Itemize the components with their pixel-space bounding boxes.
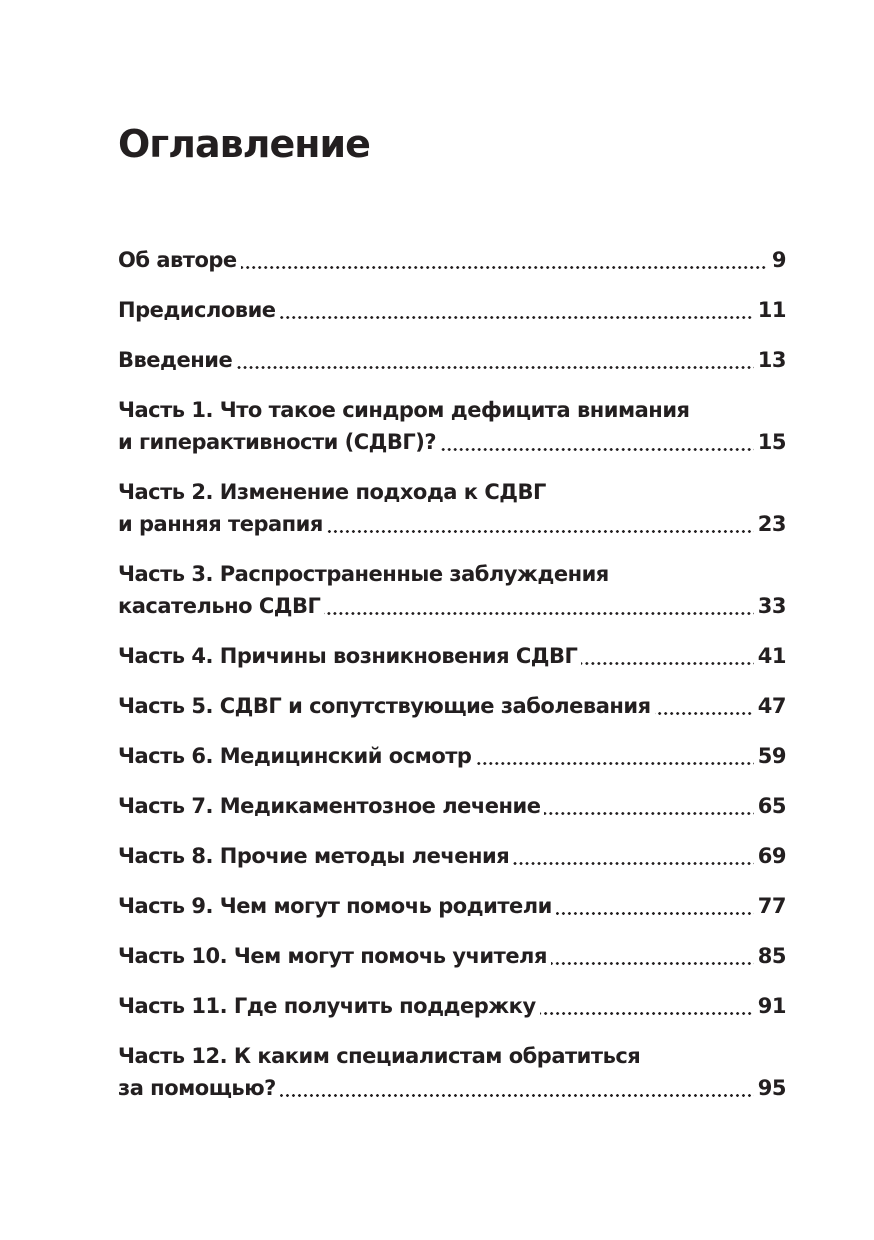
- dot-leader: [540, 1012, 754, 1015]
- toc-entry-part-10: [118, 940, 786, 972]
- toc-entry-title: Предисловие: [118, 298, 276, 322]
- toc-entry-line: [118, 640, 786, 672]
- toc-entry-line: [118, 294, 786, 326]
- dot-leader: [655, 712, 754, 715]
- dot-leader: [581, 662, 753, 665]
- dot-leader: [324, 612, 753, 615]
- toc-entry-part-11: [118, 990, 786, 1022]
- toc-entry-part-9: [118, 890, 786, 922]
- toc-entry-line: [118, 590, 786, 622]
- toc-entry-line: [118, 508, 786, 540]
- toc-entry-line: [118, 990, 786, 1022]
- toc-entry-introduction: [118, 344, 786, 376]
- page-title: Оглавление: [118, 122, 370, 166]
- toc-entry-part-7: [118, 790, 786, 822]
- dot-leader: [544, 812, 753, 815]
- toc-entry-part-2: [118, 476, 786, 540]
- toc-entry-title: и гиперактивности (СДВГ)?: [118, 430, 437, 454]
- toc-entry-line: [118, 690, 786, 722]
- toc-entry-title: Часть 11. Где получить поддержку: [118, 994, 536, 1018]
- toc-entry-page: 91: [757, 994, 786, 1018]
- toc-entry-title: Введение: [118, 348, 233, 372]
- toc-entry-part-6: [118, 740, 786, 772]
- toc-entry-page: 69: [757, 844, 786, 868]
- dot-leader: [241, 266, 768, 269]
- toc-entry-title: Часть 4. Причины возникновения СДВГ: [118, 644, 578, 668]
- dot-leader: [475, 762, 753, 765]
- dot-leader: [513, 862, 754, 865]
- toc-entry-line: [118, 740, 786, 772]
- toc-entry-line: [118, 940, 786, 972]
- toc-entry-page: 59: [757, 744, 786, 768]
- dot-leader: [327, 530, 754, 533]
- toc-entry-line: [118, 790, 786, 822]
- dot-leader: [556, 912, 754, 915]
- toc-entry-part-4: [118, 640, 786, 672]
- toc-entry-line: [118, 840, 786, 872]
- toc-entry-page: 23: [757, 512, 786, 536]
- toc-entry-part-12: [118, 1040, 786, 1104]
- toc-entry-preface: [118, 294, 786, 326]
- toc-entry-title: Часть 7. Медикаментозное лечение: [118, 794, 541, 818]
- toc-entry-page: 77: [757, 894, 786, 918]
- toc-entry-page: 95: [757, 1076, 786, 1100]
- dot-leader: [280, 1094, 754, 1097]
- toc-entry-line: [118, 426, 786, 458]
- toc-entry-part-8: [118, 840, 786, 872]
- toc-entry-line: [118, 890, 786, 922]
- toc-entry-page: 41: [757, 644, 786, 668]
- toc-entry-line: [118, 1072, 786, 1104]
- toc-entry-title: касательно СДВГ: [118, 594, 321, 618]
- toc-entry-title: Часть 6. Медицинский осмотр: [118, 744, 472, 768]
- toc-entry-about-author: [118, 244, 786, 276]
- toc-entry-title-first-line: Часть 3. Распространенные заблуждения: [118, 562, 609, 586]
- toc-entry-title-first-line: Часть 12. К каким специалистам обратиться: [118, 1044, 641, 1068]
- toc-entry-line: [118, 344, 786, 376]
- toc-entry-page: 85: [757, 944, 786, 968]
- toc-entry-page: 33: [757, 594, 786, 618]
- toc-entry-page: 11: [757, 298, 786, 322]
- toc-entry-line: [118, 244, 786, 276]
- toc-entry-page: 65: [757, 794, 786, 818]
- dot-leader: [236, 366, 754, 369]
- toc-entry-title: Часть 8. Прочие методы лечения: [118, 844, 510, 868]
- toc-entry-title-first-line: Часть 2. Изменение подхода к СДВГ: [118, 480, 546, 504]
- toc-entry-part-1: [118, 394, 786, 458]
- table-of-contents: [118, 244, 786, 1122]
- toc-entry-page: 15: [757, 430, 786, 454]
- toc-entry-title: Часть 5. СДВГ и сопутствующие заболевания: [118, 694, 651, 718]
- toc-entry-page: 47: [757, 694, 786, 718]
- toc-entry-title-first-line: Часть 1. Что такое синдром дефицита внимания: [118, 398, 690, 422]
- toc-entry-title: Об авторе: [118, 248, 237, 272]
- toc-entry-part-3: [118, 558, 786, 622]
- toc-entry-part-5: [118, 690, 786, 722]
- toc-entry-title: Часть 9. Чем могут помочь родители: [118, 894, 552, 918]
- toc-entry-page: 9: [771, 248, 786, 272]
- toc-entry-title: и ранняя терапия: [118, 512, 323, 536]
- dot-leader: [440, 448, 754, 451]
- toc-entry-page: 13: [757, 348, 786, 372]
- dot-leader: [280, 316, 754, 319]
- dot-leader: [551, 962, 754, 965]
- toc-entry-title: Часть 10. Чем могут помочь учителя: [118, 944, 547, 968]
- toc-entry-title: за помощью?: [118, 1076, 276, 1100]
